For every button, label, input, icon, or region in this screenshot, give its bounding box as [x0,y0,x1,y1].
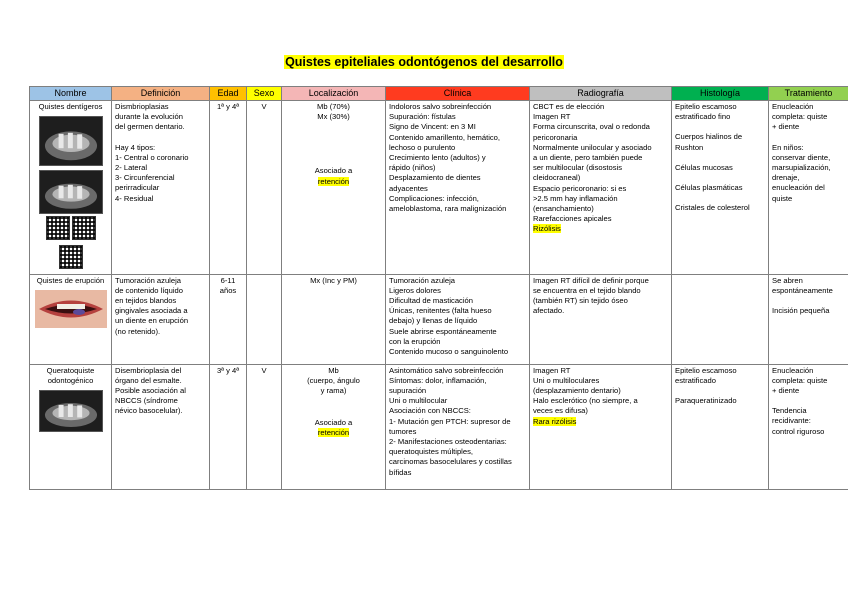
text-line: quiste [772,193,793,203]
text-line: con la erupción [389,336,441,346]
cell-clinica [386,101,530,275]
text-line: veces es difusa) [533,406,588,416]
text-line: névico basocelular). [115,406,183,416]
text-line: Dismbrioplasias [115,102,169,111]
text-line: Incisión pequeña [772,306,830,316]
qr-codes [33,214,108,272]
text-line: queratoquistes múltiples, [389,447,473,457]
text-line: >2.5 mm hay inflamación [533,193,618,203]
edad-value: 6-11 [220,275,236,285]
text-line: bífidas [389,467,412,477]
spacer [675,153,765,163]
text-line: (no retenido). [115,326,161,336]
spacer [115,133,206,143]
text-line: a un diente, pero también puede [533,153,643,163]
keratocyst-xray [39,390,103,432]
text-line: (también RT) sin tejido óseo [533,296,628,306]
cell-histologia [672,101,769,275]
text-line: rápido (niños) [389,163,436,173]
text-line: Asociación con NBCCS: [389,406,471,416]
spacer [285,122,382,166]
text-line: 4- Residual [115,193,154,203]
text-line: adyacentes [389,183,428,193]
text-line: + diente [772,122,800,132]
text-line: completa: quiste [772,112,828,122]
text-line: Mx (30%) [317,112,350,122]
header-localizacion: Localización [282,87,386,101]
cyst-name: Queratoquiste odontogénico [46,365,97,385]
qr-code-icon [46,216,70,240]
radiografia-highlight: Rara rizólisis [533,416,577,426]
text-line: Espacio pericoronario: si es [533,183,627,193]
text-line: Uni o multilocular [389,396,448,406]
text-line: Normalmente unilocular y asociado [533,142,652,152]
text-line: Mx (Inc y PM) [310,275,357,285]
text-line: Disembrioplasia del [115,365,182,375]
text-line: Contenido mucoso o sanguinolento [389,347,509,357]
spacer [675,122,765,132]
retencion-highlight: retención [317,176,350,186]
cyst-name: Quistes dentígeros [38,102,103,111]
text-line: Rarefacciones apicales [533,214,612,224]
cell-edad [210,274,247,364]
text-line: de contenido líquido [115,285,183,295]
text-line: Suele abrirse espontáneamente [389,326,497,336]
text-line: Imagen RT [533,112,571,122]
text-line: Desplazamiento de dientes [389,173,481,183]
cell-tratamiento [769,274,848,364]
header-histologia: Histología [672,87,769,101]
text-line: del germen dentario. [115,122,185,132]
cell-histologia [672,274,769,364]
spacer [675,173,765,183]
title-text: Quistes epiteliales odontógenos del desarrollo [285,55,563,69]
table-row [30,101,848,275]
table-row [30,274,848,364]
text-line: + diente [772,386,800,396]
dentigerous-xray-2 [39,170,103,214]
cell-edad [210,101,247,275]
text-line: perirradicular [115,183,160,193]
text-line: Indoloros salvo sobreinfección [389,102,492,111]
text-line: Tumoración azuleja [115,275,181,285]
cell-radiografia [530,101,672,275]
text-line: Imagen RT [533,365,571,375]
text-line: 1- Mutación gen PTCH: supresor de [389,416,511,426]
text-line: durante la evolución [115,112,183,122]
text-line: (desplazamiento dentario) [533,386,621,396]
text-line: en tejidos blandos [115,296,177,306]
text-line: CBCT es de elección [533,102,605,111]
table-row [30,364,848,489]
text-line: Enucleación [772,365,814,375]
cyst-name: Quistes de erupción [36,275,105,285]
cell-tratamiento [769,364,848,489]
text-line: Dificultad de masticación [389,296,473,306]
text-line: recidivante: [772,416,811,426]
text-line: Contenido amarillento, hemático, [389,132,501,142]
cell-radiografia [530,274,672,364]
text-line: afectado. [533,306,565,316]
text-line: un diente en erupción [115,316,189,326]
text-line: debajo) y llenas de líquido [389,316,478,326]
spacer [285,396,382,418]
eruption-cyst-photo [35,290,107,328]
cell-localizacion [282,101,386,275]
edad-value: 3ª y 4ª [216,365,240,375]
text-line: órgano del esmalte. [115,375,182,385]
cell-localizacion [282,274,386,364]
text-line: lechoso o purulento [389,142,456,152]
text-line: Síntomas: dolor, inflamación, [389,375,487,385]
text-line: (ensanchamiento) [533,204,594,214]
edad-value: 1ª y 4ª [216,102,240,111]
text-line: Células mucosas [675,162,733,172]
text-line: Halo esclerótico (no siempre, a [533,396,638,406]
text-line: pericoronaria [533,132,578,142]
text-line: marsupialización, [772,163,831,173]
spacer [772,396,845,406]
text-line: Imagen RT difícil de definir porque [533,275,649,285]
text-line: Cristales de colesterol [675,203,750,213]
text-line: Asintomático salvo sobreinfección [389,365,504,375]
text-line: Tumoración azuleja [389,275,455,285]
qr-code-icon [59,245,83,269]
text-line: ser multilocular (disostosis [533,163,623,173]
text-line: 2- Lateral [115,163,148,173]
text-line: Hay 4 tipos: [115,142,156,152]
text-line: Supuración: fístulas [389,112,456,122]
text-line: ameloblastoma, rara malignización [389,204,507,214]
header-radiografia: Radiografía [530,87,672,101]
cell-clinica [386,274,530,364]
text-line: Cuerpos hialinos de [675,132,743,142]
text-line: carcinomas basocelulares y costillas [389,457,512,467]
text-line: gingivales asociada a [115,306,188,316]
text-line: Posible asociación al [115,386,186,396]
text-line: Se abren [772,275,803,285]
text-line: Crecimiento lento (adultos) y [389,153,486,163]
text-line: control riguroso [772,426,825,436]
cell-localizacion [282,364,386,489]
spacer [675,193,765,203]
text-line: Rushton [675,142,704,152]
cell-nombre [30,101,112,275]
text-line: completa: quiste [772,375,828,385]
cell-sexo [247,101,282,275]
cell-nombre [30,364,112,489]
radiografia-highlight: Rizólisis [533,224,561,234]
text-line: conservar diente, [772,152,831,162]
text-line: tumores [389,426,417,436]
text-line: Únicas, renitentes (falta hueso [389,306,492,316]
qr-code-icon [72,216,96,240]
cysts-table [29,86,848,490]
text-line: estratificado [675,375,716,385]
cell-tratamiento [769,101,848,275]
cell-radiografia [530,364,672,489]
spacer [772,133,845,143]
text-line: supuración [389,386,427,396]
cell-nombre [30,274,112,364]
text-line: Mb (70%) [317,102,350,111]
cell-histologia [672,364,769,489]
cell-sexo [247,274,282,364]
text-line: Mb [328,365,339,375]
text-line: Enucleación [772,102,814,111]
text-line: Ligeros dolores [389,285,441,295]
text-line: Asociado a [314,166,353,176]
text-line: se encuentra en el tejido blando [533,285,641,295]
spacer [675,386,765,396]
sexo-value: V [261,102,267,111]
text-line: Signo de Vincent: en 3 MI [389,122,476,132]
document-title [0,53,848,71]
dentigerous-xray-1 [39,116,103,166]
header-row [30,87,848,101]
text-line: 3- Circunferencial [115,173,175,183]
header-tratamiento: Tratamiento [769,87,848,101]
edad-unit: años [219,285,237,295]
cell-definicion [112,364,210,489]
cell-edad [210,364,247,489]
text-line: En niños: [772,142,804,152]
header-definicion: Definición [112,87,210,101]
text-line: Epitelio escamoso [675,102,737,111]
text-line: drenaje, [772,173,800,183]
cell-definicion [112,274,210,364]
spacer [772,296,845,306]
text-line: cleidocraneal) [533,173,581,183]
text-line: 2- Manifestaciones osteodentarias: [389,437,507,447]
cell-definicion [112,101,210,275]
text-line: NBCCS (síndrome [115,396,178,406]
text-line: Paraqueratinizado [675,396,737,406]
cell-clinica [386,364,530,489]
header-clinica: Clínica [386,87,530,101]
text-line: Células plasmáticas [675,183,743,193]
text-line: espontáneamente [772,285,833,295]
text-line: estratificado fino [675,112,731,122]
text-line: Forma circunscrita, oval o redonda [533,122,650,132]
cell-sexo [247,364,282,489]
text-line: 1- Central o coronario [115,152,189,162]
text-line: Tendencia [772,406,807,416]
text-line: enucleación del [772,183,825,193]
header-nombre: Nombre [30,87,112,101]
text-line: Asociado a [314,418,353,428]
text-line: (cuerpo, ángulo [307,375,360,385]
header-edad: Edad [210,87,247,101]
text-line: Uni o multiloculares [533,375,600,385]
text-line: y rama) [320,386,347,396]
header-sexo: Sexo [247,87,282,101]
sexo-value: V [261,365,267,375]
text-line: Epitelio escamoso [675,365,737,375]
text-line: Complicaciones: infección, [389,193,479,203]
retencion-highlight: retención [317,428,350,438]
